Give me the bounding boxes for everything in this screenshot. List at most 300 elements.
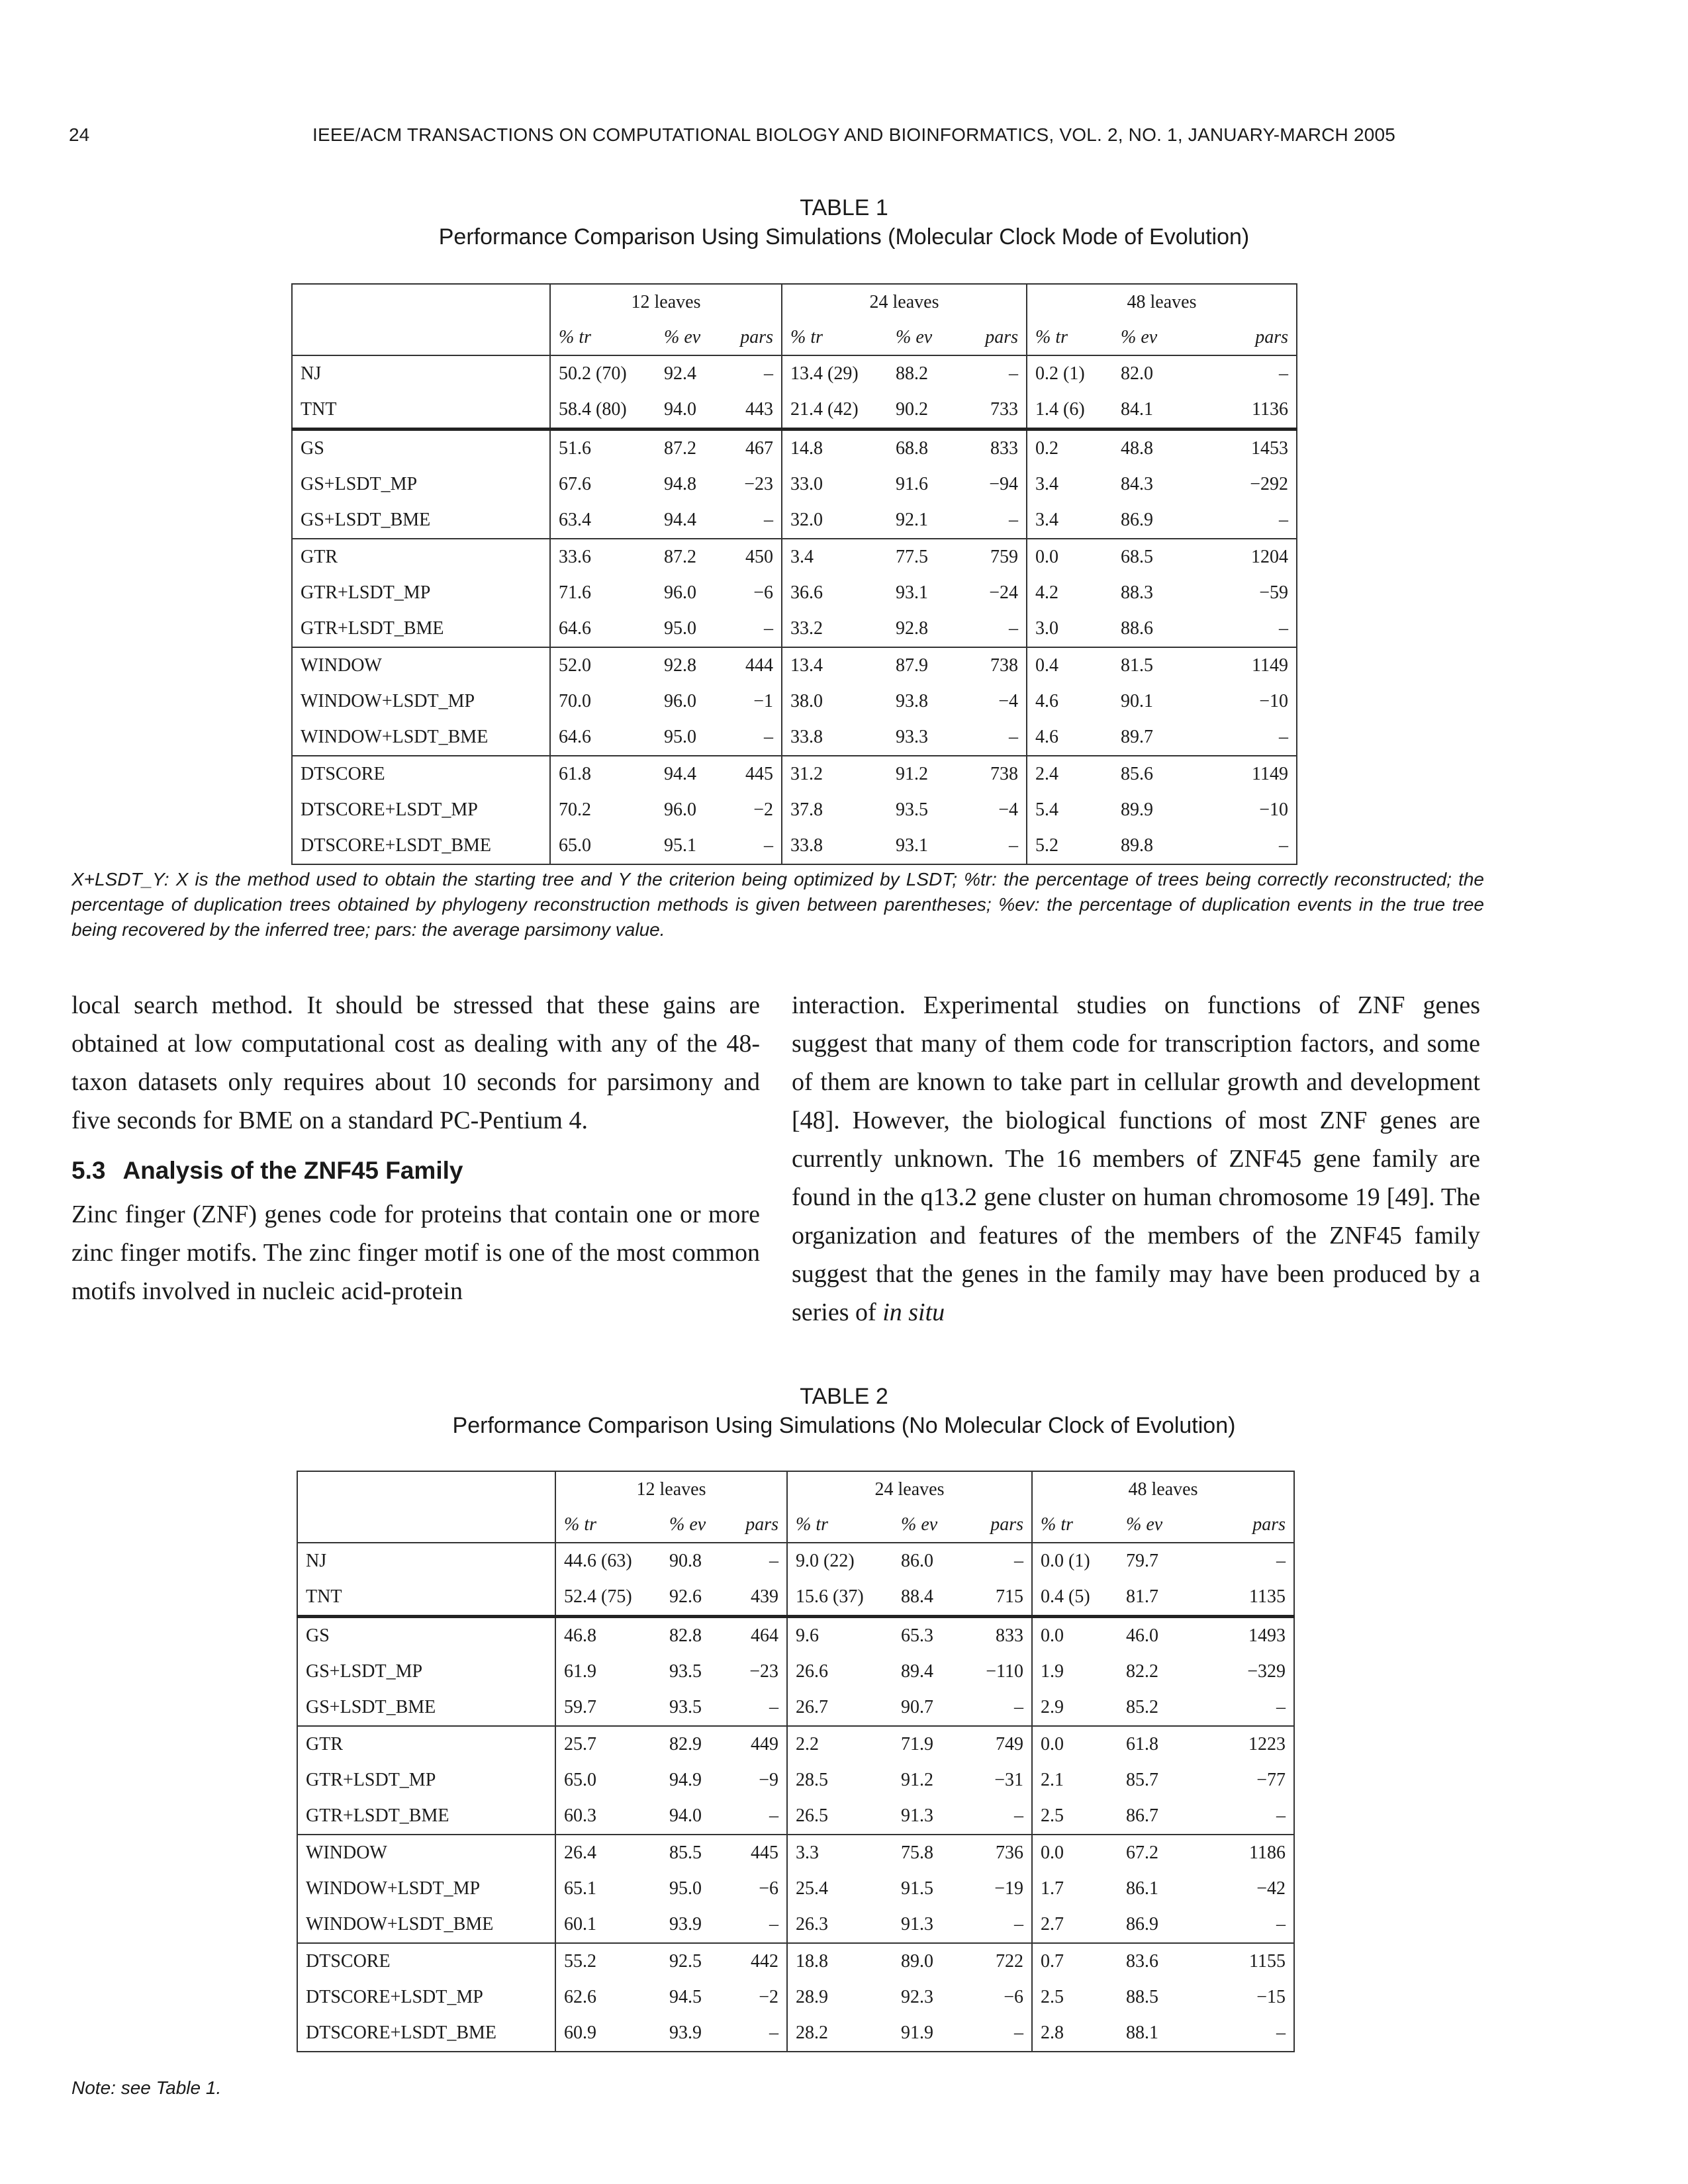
table-cell: 85.2 — [1126, 1697, 1158, 1717]
table-cell: −23 — [744, 474, 773, 494]
table-cell: – — [734, 1543, 787, 1579]
table-cell: 738 — [961, 647, 1027, 684]
group-header: 24 leaves — [787, 1471, 1032, 1508]
method-name: GS — [297, 1617, 555, 1655]
table-cell: – — [966, 1543, 1032, 1579]
table-row — [292, 355, 1297, 392]
table-cell: – — [1186, 355, 1297, 392]
table-cell: 82.0 — [1113, 355, 1186, 392]
table-cell: 86.9 — [1126, 1914, 1158, 1934]
table-cell: 95.0 — [669, 1878, 702, 1899]
table-cell: – — [1191, 1798, 1294, 1835]
method-name: GS+LSDT_BME — [297, 1690, 555, 1726]
table-cell: 0.0 (1) — [1032, 1543, 1118, 1579]
table-row — [297, 1654, 1294, 1690]
table-cell: 33.8 — [782, 719, 888, 756]
table-cell: 1136 — [1186, 392, 1297, 430]
table-cell: 26.4 — [555, 1835, 661, 1871]
table-cell: 38.0 — [782, 684, 888, 719]
table-cell: 89.9 — [1121, 799, 1153, 820]
table-cell: – — [1014, 1697, 1023, 1717]
table-cell: 722 — [966, 1943, 1032, 1979]
table-cell: – — [966, 2015, 1032, 2052]
table-cell: 0.2 — [1027, 430, 1113, 467]
table-row — [292, 647, 1297, 684]
table-cell: 62.6 — [555, 1979, 661, 2015]
table-cell: 82.8 — [661, 1617, 734, 1655]
table-cell: 93.9 — [669, 1914, 702, 1934]
table-cell: 0.0 — [1032, 1726, 1118, 1762]
table-row — [292, 430, 1297, 467]
table-row — [297, 1762, 1294, 1798]
table-cell: 91.9 — [893, 2015, 966, 2052]
table-cell: 4.2 — [1027, 575, 1113, 611]
table1-title: Performance Comparison Using Simulations (Molecular Clock Mode of Evolution) — [438, 224, 1250, 250]
table-cell: 37.8 — [782, 792, 888, 828]
column-header: pars — [990, 1514, 1023, 1535]
body-right-column — [792, 986, 1480, 1332]
table-cell: – — [1191, 1690, 1294, 1726]
table-cell: 67.6 — [550, 467, 656, 502]
table-row — [292, 575, 1297, 611]
method-name: WINDOW+LSDT_MP — [297, 1871, 555, 1907]
table-cell: 442 — [734, 1943, 787, 1979]
table-cell: 71.9 — [893, 1726, 966, 1762]
table-cell: 467 — [729, 430, 782, 467]
table-row — [292, 684, 1297, 719]
method-name: GTR+LSDT_BME — [297, 1798, 555, 1835]
table-cell: 81.7 — [1126, 1586, 1158, 1607]
table-cell: – — [764, 510, 773, 530]
corner-cell — [297, 1471, 555, 1508]
table-cell: – — [729, 828, 782, 864]
table-row — [297, 1979, 1294, 2015]
table-row — [292, 392, 1297, 430]
table-cell: 5.4 — [1027, 792, 1113, 828]
table-cell: 25.4 — [787, 1871, 893, 1907]
table-cell: 94.4 — [656, 756, 729, 792]
table-cell: 75.8 — [893, 1835, 966, 1871]
table-cell: 94.8 — [664, 474, 696, 494]
table2-body — [297, 1471, 1294, 2052]
table-cell: 4.6 — [1027, 719, 1113, 756]
table-cell: 93.1 — [888, 828, 961, 864]
method-name: DTSCORE+LSDT_MP — [297, 1979, 555, 2015]
table-cell: 1223 — [1191, 1726, 1294, 1762]
table1-caption — [0, 193, 1688, 251]
column-header: % tr — [782, 320, 888, 355]
column-header: pars — [985, 327, 1018, 347]
table-cell: 92.1 — [896, 510, 928, 530]
table-row — [297, 1943, 1294, 1979]
table-cell: 90.1 — [1121, 691, 1153, 711]
method-name: GTR+LSDT_MP — [292, 575, 550, 611]
method-name: DTSCORE — [297, 1943, 555, 1979]
table-row — [297, 1798, 1294, 1835]
table-cell: 28.2 — [787, 2015, 893, 2052]
table1 — [291, 283, 1297, 865]
table-cell: – — [961, 828, 1027, 864]
table-cell: −24 — [989, 582, 1018, 603]
table-cell: 93.9 — [661, 2015, 734, 2052]
corner-cell — [292, 320, 550, 355]
table-cell: 94.0 — [664, 399, 696, 420]
table-cell: 51.6 — [550, 430, 656, 467]
column-header: pars — [745, 1514, 778, 1535]
table-cell: 3.0 — [1027, 611, 1113, 647]
table-cell: −94 — [989, 474, 1018, 494]
group-header-row — [297, 1471, 1294, 1508]
table-cell: 449 — [734, 1726, 787, 1762]
table-cell: 749 — [966, 1726, 1032, 1762]
table-cell: – — [1186, 502, 1297, 539]
column-header: % tr — [787, 1508, 893, 1543]
table-cell: 91.2 — [888, 756, 961, 792]
table-cell: 61.8 — [550, 756, 656, 792]
table-cell: 84.3 — [1121, 474, 1153, 494]
table-cell: 92.6 — [669, 1586, 702, 1607]
table-cell: 833 — [966, 1617, 1032, 1655]
column-header: % tr — [1032, 1508, 1118, 1543]
table-cell: 2.9 — [1032, 1690, 1118, 1726]
table-cell: 88.3 — [1121, 582, 1153, 603]
table1-body — [292, 284, 1297, 864]
table-cell: 3.4 — [1027, 502, 1113, 539]
table-cell: 2.5 — [1032, 1798, 1118, 1835]
table-cell: 14.8 — [782, 430, 888, 467]
table-cell: 5.2 — [1027, 828, 1113, 864]
subheader-row — [297, 1508, 1294, 1543]
method-name: TNT — [297, 1579, 555, 1617]
table-cell: 445 — [734, 1835, 787, 1871]
table-row — [297, 1726, 1294, 1762]
table-cell: −6 — [753, 582, 773, 603]
table-cell: 64.6 — [550, 719, 656, 756]
table-cell: 445 — [729, 756, 782, 792]
table-cell: −15 — [1191, 1979, 1294, 2015]
table-cell: 82.2 — [1126, 1661, 1158, 1682]
table-cell: – — [961, 355, 1027, 392]
table-row — [292, 756, 1297, 792]
table-cell: 93.5 — [669, 1697, 702, 1717]
table-cell: 68.5 — [1113, 539, 1186, 575]
table-cell: – — [1009, 727, 1018, 747]
table-cell: 26.6 — [787, 1654, 893, 1690]
table-cell: – — [1014, 1914, 1023, 1934]
table-cell: 2.7 — [1032, 1907, 1118, 1943]
column-header: % tr — [1027, 320, 1113, 355]
table-cell: 439 — [751, 1586, 778, 1607]
table-cell: 88.2 — [888, 355, 961, 392]
table-row — [292, 828, 1297, 864]
table-cell: 33.8 — [782, 828, 888, 864]
table-cell: 94.9 — [669, 1770, 702, 1790]
method-name: GS+LSDT_MP — [292, 467, 550, 502]
table-cell: 92.8 — [896, 618, 928, 639]
table-cell: 15.6 (37) — [787, 1579, 893, 1617]
table-cell: 0.7 — [1032, 1943, 1118, 1979]
table-cell: 85.6 — [1113, 756, 1186, 792]
method-name: DTSCORE+LSDT_BME — [292, 828, 550, 864]
journal-header: IEEE/ACM TRANSACTIONS ON COMPUTATIONAL BIOLOGY AND BIOINFORMATICS, VOL. 2, NO. 1, JANUARY-MARCH 2005 — [312, 124, 1396, 145]
table-cell: 28.5 — [787, 1762, 893, 1798]
table-cell: – — [1191, 1543, 1294, 1579]
table-cell: 67.2 — [1118, 1835, 1191, 1871]
table-cell: −10 — [1186, 792, 1297, 828]
table-cell: 91.3 — [901, 1805, 933, 1826]
table-cell: 92.8 — [656, 647, 729, 684]
table-row — [292, 539, 1297, 575]
table2-caption — [0, 1382, 1688, 1440]
table-cell: 96.0 — [664, 799, 696, 820]
table-cell: 96.0 — [664, 582, 696, 603]
table-cell: −6 — [759, 1878, 778, 1899]
table-cell: 86.7 — [1126, 1805, 1158, 1826]
table-cell: 87.9 — [888, 647, 961, 684]
table-cell: 70.2 — [550, 792, 656, 828]
table-cell: −23 — [749, 1661, 778, 1682]
table-cell: −2 — [753, 799, 773, 820]
table-cell: −42 — [1191, 1871, 1294, 1907]
table-cell: 59.7 — [555, 1690, 661, 1726]
group-header: 12 leaves — [555, 1471, 787, 1508]
table-cell: 86.9 — [1121, 510, 1153, 530]
method-name: GTR — [292, 539, 550, 575]
table-cell: – — [1191, 1907, 1294, 1943]
table-cell: 58.4 (80) — [550, 392, 656, 430]
table-cell: 33.6 — [550, 539, 656, 575]
table-cell: −329 — [1191, 1654, 1294, 1690]
table-row — [297, 1543, 1294, 1579]
table-cell: −110 — [986, 1661, 1023, 1682]
table-cell: 3.4 — [1027, 467, 1113, 502]
table-cell: – — [764, 727, 773, 747]
table-cell: 89.4 — [901, 1661, 933, 1682]
table2-label: TABLE 2 — [800, 1384, 888, 1409]
column-header: % ev — [896, 327, 933, 347]
table-cell: 26.5 — [787, 1798, 893, 1835]
table-cell: 2.2 — [787, 1726, 893, 1762]
table-cell: – — [1186, 719, 1297, 756]
table-cell: −292 — [1186, 467, 1297, 502]
table-cell: – — [1009, 618, 1018, 639]
table-cell: 1186 — [1191, 1835, 1294, 1871]
table-cell: 86.1 — [1126, 1878, 1158, 1899]
table-cell: 65.0 — [555, 1762, 661, 1798]
table-cell: 2.1 — [1032, 1762, 1118, 1798]
table-cell: 759 — [961, 539, 1027, 575]
table-cell: 26.3 — [787, 1907, 893, 1943]
column-header: % ev — [664, 327, 701, 347]
table-row — [297, 1579, 1294, 1617]
method-name: WINDOW+LSDT_BME — [297, 1907, 555, 1943]
in-situ-italic: in situ — [882, 1298, 945, 1326]
table-cell: – — [769, 1914, 778, 1934]
table-row — [297, 2015, 1294, 2052]
table-cell: – — [734, 2015, 787, 2052]
page-number: 24 — [69, 124, 90, 145]
group-header: 48 leaves — [1032, 1471, 1294, 1508]
table-cell: 1493 — [1191, 1617, 1294, 1655]
table-cell: 33.0 — [782, 467, 888, 502]
table-cell: 26.7 — [787, 1690, 893, 1726]
table-cell: 33.2 — [782, 611, 888, 647]
column-header: pars — [740, 327, 773, 347]
table-cell: – — [1186, 828, 1297, 864]
table-cell: 443 — [745, 399, 773, 420]
table-cell: 89.8 — [1113, 828, 1186, 864]
table-cell: 444 — [729, 647, 782, 684]
table-cell: 90.2 — [896, 399, 928, 420]
method-name: GTR+LSDT_BME — [292, 611, 550, 647]
table-cell: 1453 — [1186, 430, 1297, 467]
column-header: pars — [1186, 320, 1297, 355]
table-row — [297, 1617, 1294, 1655]
method-name: NJ — [292, 355, 550, 392]
table-cell: 833 — [961, 430, 1027, 467]
table-cell: 87.2 — [656, 430, 729, 467]
table-cell: – — [1014, 1805, 1023, 1826]
table-cell: 46.8 — [555, 1617, 661, 1655]
table-cell: 1.9 — [1032, 1654, 1118, 1690]
table-cell: 3.3 — [787, 1835, 893, 1871]
table-cell: 1.4 (6) — [1027, 392, 1113, 430]
section-number: 5.3 — [71, 1157, 106, 1184]
table-cell: 50.2 (70) — [550, 355, 656, 392]
table-cell: 90.8 — [661, 1543, 734, 1579]
table-cell: 95.0 — [664, 727, 696, 747]
table-cell: 450 — [729, 539, 782, 575]
table-cell: 61.9 — [555, 1654, 661, 1690]
method-name: GS+LSDT_MP — [297, 1654, 555, 1690]
table-cell: −2 — [759, 1987, 778, 2007]
method-name: TNT — [292, 392, 550, 430]
table-cell: 87.2 — [656, 539, 729, 575]
method-name: NJ — [297, 1543, 555, 1579]
table-row — [292, 792, 1297, 828]
table-cell: 36.6 — [782, 575, 888, 611]
table-cell: 1149 — [1186, 756, 1297, 792]
table-cell: 1155 — [1191, 1943, 1294, 1979]
table-row — [297, 1871, 1294, 1907]
table-cell: 84.1 — [1121, 399, 1153, 420]
table-cell: 0.0 — [1032, 1617, 1118, 1655]
table-cell: −1 — [753, 691, 773, 711]
table-cell: 85.5 — [661, 1835, 734, 1871]
method-name: GTR — [297, 1726, 555, 1762]
table-cell: 92.4 — [656, 355, 729, 392]
corner-cell — [297, 1508, 555, 1543]
body-paragraph: Zinc finger (ZNF) genes code for proteins that contain one or more zinc finger motifs. The zinc finger motif is one of the most common motifs involved in nucleic acid-protein — [71, 1201, 760, 1305]
table-cell: 88.5 — [1126, 1987, 1158, 2007]
table-cell: −9 — [759, 1770, 778, 1790]
table-cell: 25.7 — [555, 1726, 661, 1762]
method-name: WINDOW — [292, 647, 550, 684]
body-left-column — [71, 986, 760, 1310]
method-name: WINDOW+LSDT_MP — [292, 684, 550, 719]
table-cell: 94.0 — [669, 1805, 702, 1826]
table-cell: 464 — [734, 1617, 787, 1655]
table-cell: 93.3 — [896, 727, 928, 747]
method-name: GS+LSDT_BME — [292, 502, 550, 539]
table-cell: 61.8 — [1118, 1726, 1191, 1762]
table2-title: Performance Comparison Using Simulations (No Molecular Clock of Evolution) — [452, 1413, 1236, 1438]
table-cell: 0.4 — [1027, 647, 1113, 684]
table-cell: 93.5 — [669, 1661, 702, 1682]
table-row — [292, 719, 1297, 756]
table-cell: – — [729, 355, 782, 392]
method-name: WINDOW — [297, 1835, 555, 1871]
table-cell: 79.7 — [1118, 1543, 1191, 1579]
table-cell: 2.8 — [1032, 2015, 1118, 2052]
group-header: 48 leaves — [1027, 284, 1297, 320]
table-cell: −59 — [1186, 575, 1297, 611]
group-header-row — [292, 284, 1297, 320]
table-cell: 71.6 — [550, 575, 656, 611]
table-row — [297, 1907, 1294, 1943]
table-cell: 0.0 — [1032, 1835, 1118, 1871]
table-cell: 733 — [990, 399, 1018, 420]
table-cell: 91.2 — [901, 1770, 933, 1790]
table-cell: 95.0 — [664, 618, 696, 639]
table-cell: −6 — [1004, 1987, 1023, 2007]
table-row — [292, 611, 1297, 647]
table-cell: 0.0 — [1027, 539, 1113, 575]
method-name: GS — [292, 430, 550, 467]
table-row — [297, 1835, 1294, 1871]
table-cell: 94.4 — [664, 510, 696, 530]
table-cell: 93.1 — [896, 582, 928, 603]
table-cell: 738 — [961, 756, 1027, 792]
table-cell: 89.0 — [893, 1943, 966, 1979]
table-cell: 9.0 (22) — [787, 1543, 893, 1579]
table-cell: 2.4 — [1027, 756, 1113, 792]
table-cell: 86.0 — [893, 1543, 966, 1579]
table-cell: 9.6 — [787, 1617, 893, 1655]
table-cell: 93.8 — [896, 691, 928, 711]
table-cell: 55.2 — [555, 1943, 661, 1979]
section-title: Analysis of the ZNF45 Family — [122, 1157, 463, 1184]
table-cell: 65.1 — [555, 1871, 661, 1907]
table-cell: – — [1191, 2015, 1294, 2052]
table-cell: 63.4 — [550, 502, 656, 539]
section-heading — [71, 1152, 760, 1190]
table-row — [297, 1690, 1294, 1726]
method-name: DTSCORE — [292, 756, 550, 792]
subheader-row — [292, 320, 1297, 355]
table-cell: −4 — [998, 799, 1018, 820]
table-cell: 88.1 — [1118, 2015, 1191, 2052]
table-cell: 32.0 — [782, 502, 888, 539]
table-cell: 1135 — [1191, 1579, 1294, 1617]
table-cell: 60.3 — [555, 1798, 661, 1835]
table-cell: – — [1186, 611, 1297, 647]
table-cell: 715 — [996, 1586, 1023, 1607]
table-cell: −4 — [998, 691, 1018, 711]
group-header: 12 leaves — [550, 284, 782, 320]
table-cell: 52.0 — [550, 647, 656, 684]
table-cell: −19 — [994, 1878, 1023, 1899]
corner-cell — [292, 284, 550, 320]
body-paragraph: local search method. It should be stressed that these gains are obtained at low computational cost as dealing with any of the 48-taxon datasets only requires about 10 seconds for parsimony and five seconds for BME on a standard PC-Pentium 4. — [71, 991, 760, 1134]
table-cell: 92.3 — [901, 1987, 933, 2007]
table-cell: 1149 — [1186, 647, 1297, 684]
table-cell: 91.6 — [896, 474, 928, 494]
table-cell: 95.1 — [656, 828, 729, 864]
table-cell: 736 — [966, 1835, 1032, 1871]
method-name: WINDOW+LSDT_BME — [292, 719, 550, 756]
table-cell: 0.4 (5) — [1032, 1579, 1118, 1617]
